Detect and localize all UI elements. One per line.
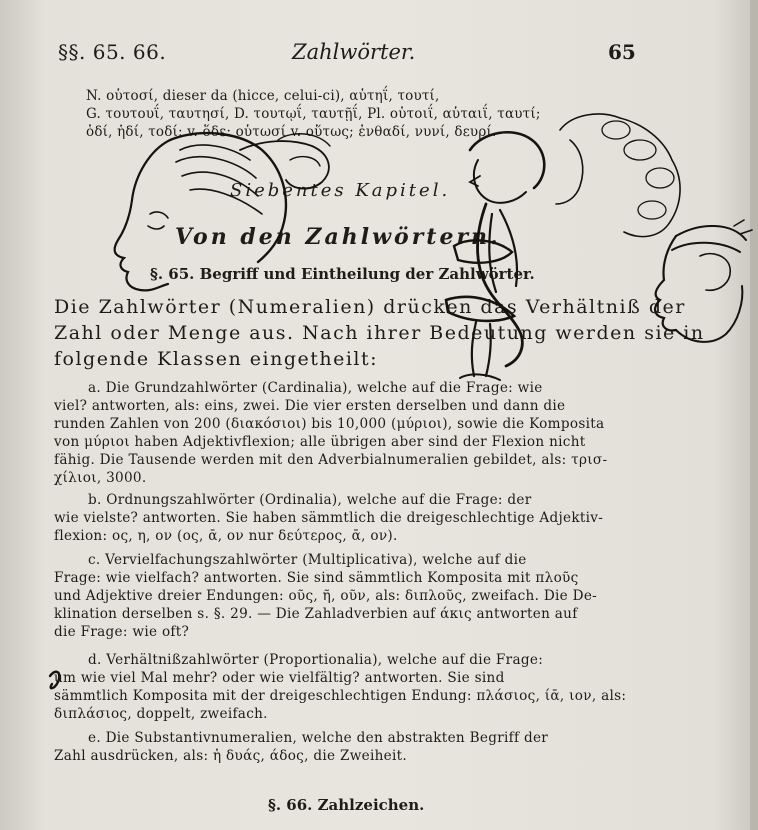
- intro-line: Die Zahlwörter (Numeralien) drücken das Verhältniß der: [54, 296, 686, 318]
- paragraph-c-line: c. Vervielfachungszahlwörter (Multiplicativa), welche auf die: [88, 552, 527, 568]
- previous-section-line: G. τουτουΐ, ταυτησί, D. τουτῳΐ, ταυτῇΐ, Pl. οὑτοιΐ, αὑταιΐ, ταυτί;: [86, 106, 541, 122]
- paragraph-a-line: viel? antworten, als: eins, zwei. Die vier ersten derselben und dann die: [54, 398, 566, 414]
- paragraph-b-line: b. Ordnungszahlwörter (Ordinalia), welche auf die Frage: der: [88, 492, 532, 508]
- paragraph-c-line: klination derselben s. §. 29. — Die Zahladverbien auf άκις antworten auf: [54, 606, 578, 622]
- paragraph-e-line: Zahl ausdrücken, als: ἡ δυάς, άδος, die Zweiheit.: [54, 748, 408, 764]
- section-66-heading: §. 66. Zahlzeichen.: [268, 796, 425, 814]
- paragraph-c-line: die Frage: wie oft?: [54, 624, 190, 640]
- paragraph-a-line: runden Zahlen von 200 (διακόσιοι) bis 10,000 (μύριοι), sowie die Komposita: [54, 416, 605, 432]
- section-65-heading: §. 65. Begriff und Eintheilung der Zahlwörter.: [150, 265, 535, 283]
- paragraph-c-line: und Adjektive dreier Endungen: οῦς, ῆ, οῦν, als: διπλοῦς, zweifach. Die De-: [54, 588, 598, 604]
- paragraph-d-line: d. Verhältnißzahlwörter (Proportionalia), welche auf die Frage:: [88, 652, 544, 668]
- paragraph-a-line: χίλιοι, 3000.: [54, 470, 147, 486]
- previous-section-line: N. οὑτοσί, dieser da (hicce, celui-ci), αὑτηΐ, τουτί,: [86, 88, 440, 104]
- paragraph-d-line: um wie viel Mal mehr? oder wie vielfältig? antworten. Sie sind: [54, 670, 505, 686]
- running-title: Zahlwörter.: [292, 40, 416, 64]
- running-head: [0, 40, 758, 70]
- paragraph-c-line: Frage: wie vielfach? antworten. Sie sind sämmtlich Komposita mit πλοῦς: [54, 570, 579, 586]
- page-edge: [750, 0, 758, 830]
- chapter-number: Siebentes Kapitel.: [230, 180, 451, 201]
- paragraph-d-line: sämmtlich Komposita mit der dreigeschlechtigen Endung: πλάσιος, ίᾱ, ιον, als:: [54, 688, 627, 704]
- paragraph-a-line: von μύριοι haben Adjektivflexion; alle übrigen aber sind der Flexion nicht: [54, 434, 586, 450]
- intro-line: folgende Klassen eingetheilt:: [54, 348, 379, 370]
- paragraph-d-line: διπλάσιος, doppelt, zweifach.: [54, 706, 268, 722]
- doodle-wig-head: [556, 114, 680, 237]
- page-number: 65: [608, 40, 636, 64]
- section-range: §§. 65. 66.: [58, 40, 167, 64]
- previous-section-line: ὁδί, ἡδί, τοδί; v. ὅδε: οὑτωσί v. οὕτως; ἐνθαδί, νυνί, δευρί.: [86, 124, 497, 140]
- chapter-title: Von den Zahlwörtern.: [175, 224, 501, 250]
- paragraph-b-line: flexion: ος, η, ον (ος, ᾱ, ον nur δεύτερος, ᾱ, ον).: [54, 528, 398, 544]
- paragraph-e-line: e. Die Substantivnumeralien, welche den abstrakten Begriff der: [88, 730, 549, 746]
- paragraph-a-line: a. Die Grundzahlwörter (Cardinalia), welche auf die Frage: wie: [88, 380, 543, 396]
- paragraph-b-line: wie vielste? antworten. Sie haben sämmtlich die dreigeschlechtige Adjektiv-: [54, 510, 604, 526]
- paragraph-a-line: fähig. Die Tausende werden mit den Adverbialnumeralien gebildet, als: τρισ-: [54, 452, 608, 468]
- intro-line: Zahl oder Menge aus. Nach ihrer Bedeutung werden sie in: [54, 322, 705, 344]
